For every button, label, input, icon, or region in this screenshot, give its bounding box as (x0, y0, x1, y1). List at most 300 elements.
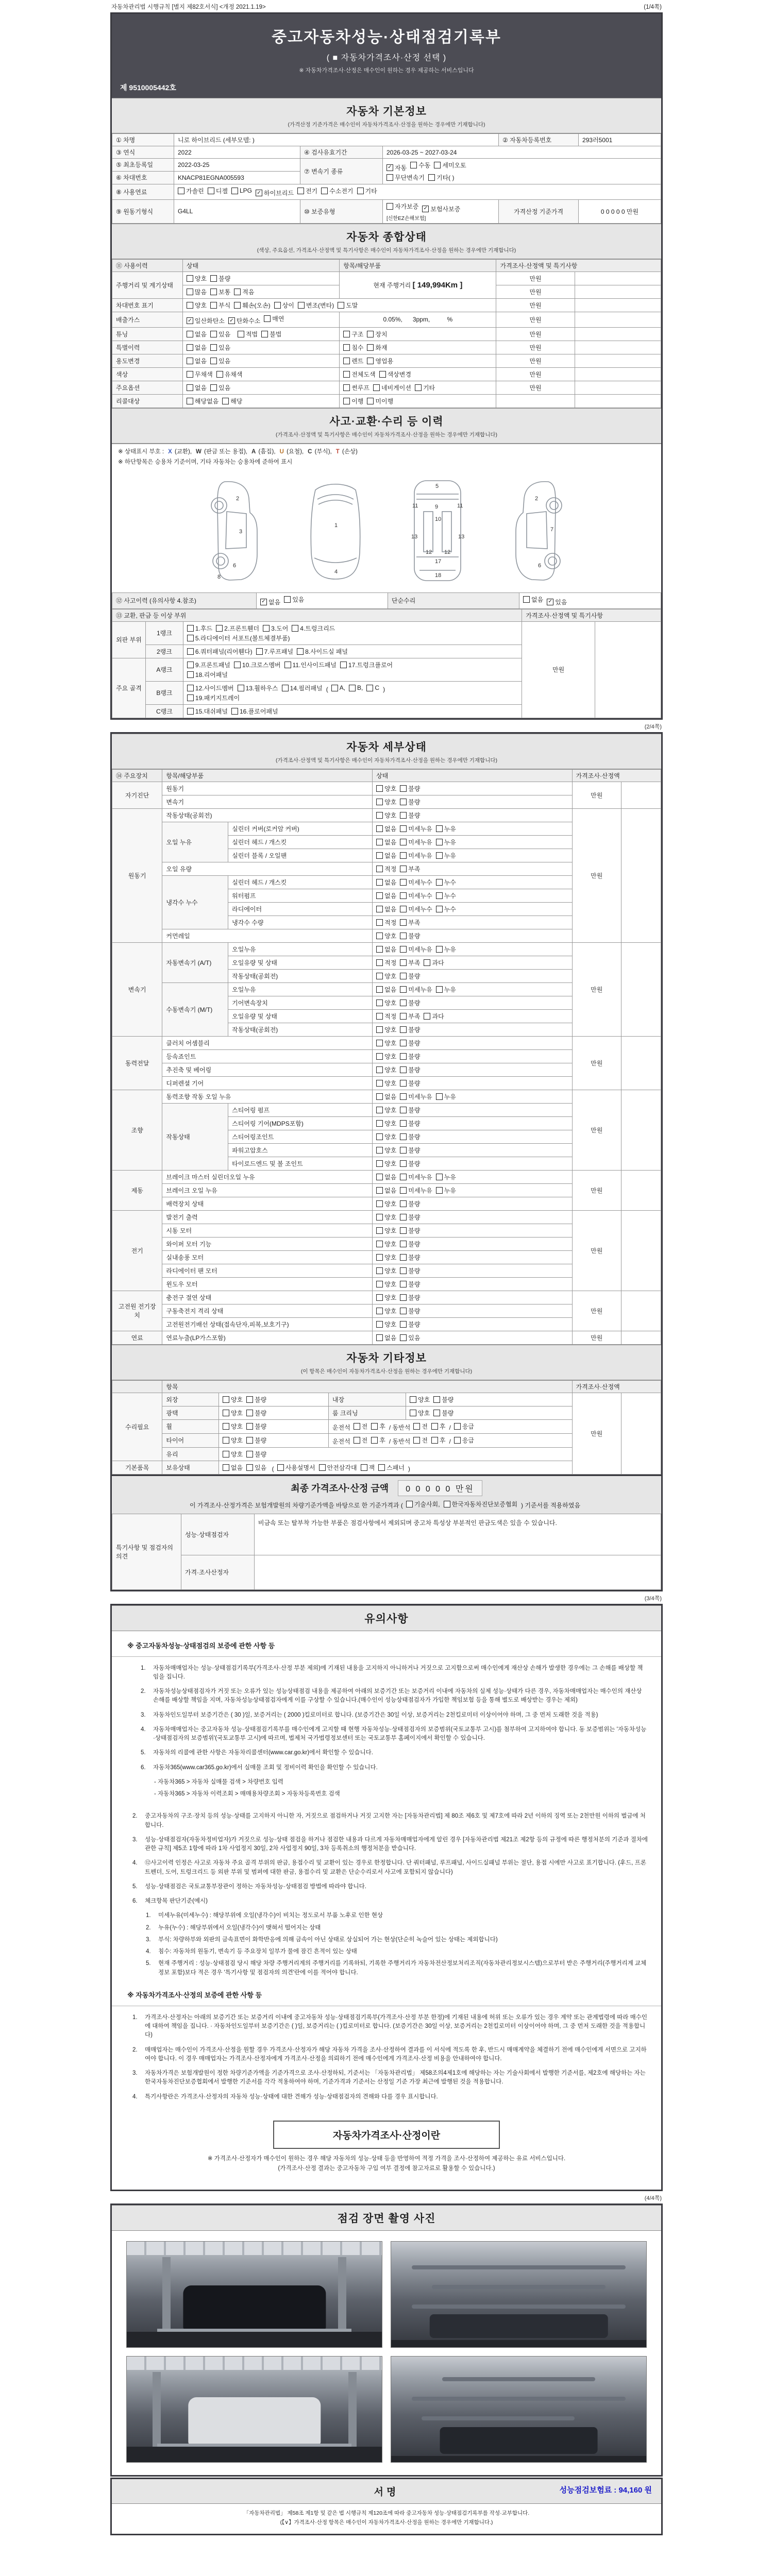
check-box-icon[interactable] (246, 1423, 253, 1430)
check-box-icon[interactable] (277, 1464, 284, 1471)
check-box-icon[interactable] (400, 1066, 407, 1073)
check-box-icon[interactable] (400, 1174, 407, 1180)
check-box-icon[interactable] (338, 302, 344, 309)
checkbox-checked-icon[interactable]: ✓ (547, 599, 553, 605)
checkbox-option[interactable] (400, 1173, 432, 1181)
checkbox-option[interactable] (187, 370, 213, 379)
checkbox-option[interactable] (410, 1395, 430, 1404)
checkbox-option[interactable] (400, 998, 420, 1007)
checkbox-option[interactable] (187, 383, 207, 392)
check-box-icon[interactable] (400, 906, 407, 912)
checkbox-option[interactable] (400, 784, 420, 793)
checkbox-option[interactable] (400, 1213, 420, 1222)
check-box-icon[interactable] (376, 959, 383, 966)
check-box-icon[interactable] (400, 1254, 407, 1261)
check-box-icon[interactable] (246, 1437, 253, 1444)
check-box-icon[interactable] (436, 839, 443, 845)
checkbox-option[interactable] (216, 370, 243, 379)
checkbox-option[interactable] (386, 173, 425, 182)
checkbox-option[interactable] (400, 945, 432, 954)
checkbox-option[interactable] (319, 1463, 357, 1472)
check-box-icon[interactable] (378, 1464, 385, 1471)
check-box-icon[interactable] (400, 1093, 407, 1100)
checkbox-option[interactable] (234, 301, 270, 310)
check-box-icon[interactable] (454, 1437, 461, 1444)
check-box-icon[interactable] (187, 384, 193, 391)
checkbox-option[interactable] (400, 1199, 420, 1208)
checkbox-option[interactable] (410, 161, 430, 170)
check-box-icon[interactable] (187, 289, 193, 295)
checkbox-option[interactable] (210, 274, 230, 283)
checkbox-option[interactable] (187, 330, 207, 338)
checkbox-option[interactable] (400, 1333, 420, 1342)
check-box-icon[interactable] (354, 1437, 360, 1444)
check-box-icon[interactable] (376, 1308, 383, 1314)
checkbox-option[interactable] (436, 891, 456, 900)
check-box-icon[interactable] (400, 799, 407, 805)
checkbox-option[interactable] (400, 1012, 420, 1021)
checkbox-option[interactable] (413, 1422, 428, 1431)
check-box-icon[interactable] (223, 1437, 229, 1444)
check-box-icon[interactable] (376, 1281, 383, 1287)
checkbox-option[interactable] (367, 343, 387, 352)
checkbox-option[interactable] (376, 1025, 396, 1034)
check-box-icon[interactable] (400, 973, 407, 979)
check-box-icon[interactable] (400, 959, 407, 966)
checkbox-option[interactable] (400, 1266, 420, 1275)
checkbox-option[interactable] (349, 684, 363, 691)
checkbox-option[interactable] (400, 1039, 420, 1047)
check-box-icon[interactable] (187, 344, 193, 351)
checkbox-option[interactable] (376, 1132, 396, 1141)
check-box-icon[interactable] (386, 203, 393, 210)
checkbox-option[interactable] (436, 878, 456, 887)
check-box-icon[interactable] (231, 188, 238, 194)
check-box-icon[interactable] (436, 986, 443, 993)
check-box-icon[interactable] (187, 685, 194, 691)
checkbox-option[interactable] (376, 1079, 396, 1088)
checkbox-option[interactable] (400, 1106, 420, 1114)
checkbox-option[interactable] (376, 1226, 396, 1235)
checkbox-option[interactable] (223, 1450, 243, 1459)
checkbox-option[interactable] (376, 1320, 396, 1329)
check-box-icon[interactable] (376, 1107, 383, 1113)
check-box-icon[interactable] (371, 1437, 378, 1444)
checkbox-option[interactable] (298, 301, 334, 310)
checkbox-option[interactable] (400, 1320, 420, 1329)
checkbox-option[interactable] (400, 878, 432, 887)
checkbox-option[interactable] (400, 891, 432, 900)
checkbox-option[interactable] (376, 878, 396, 887)
checkbox-option[interactable] (376, 918, 396, 927)
checkbox-option[interactable] (376, 1307, 396, 1315)
checkbox-option[interactable] (256, 189, 294, 197)
check-box-icon[interactable] (376, 1321, 383, 1328)
checkbox-option[interactable] (187, 357, 207, 365)
check-box-icon[interactable] (376, 906, 383, 912)
checkbox-option[interactable] (357, 187, 377, 195)
check-box-icon[interactable] (434, 162, 441, 168)
checkbox-option[interactable] (187, 693, 240, 702)
check-box-icon[interactable] (366, 685, 373, 691)
check-box-icon[interactable] (431, 1437, 438, 1444)
checkbox-option[interactable] (246, 1436, 266, 1445)
checkbox-option[interactable] (376, 811, 396, 820)
checkbox-option[interactable] (410, 1409, 430, 1417)
checkbox-option[interactable] (400, 1186, 432, 1195)
checkbox-option[interactable] (210, 383, 230, 392)
checkbox-option[interactable] (376, 1159, 396, 1168)
check-box-icon[interactable] (400, 1227, 407, 1234)
checkbox-option[interactable] (400, 931, 420, 940)
check-box-icon[interactable] (436, 946, 443, 953)
checkbox-option[interactable] (222, 397, 242, 405)
check-box-icon[interactable] (400, 1147, 407, 1154)
checkbox-option[interactable] (376, 784, 396, 793)
checkbox-option[interactable] (367, 357, 393, 365)
checkbox-option[interactable] (187, 301, 207, 310)
checkbox-option[interactable] (343, 330, 363, 338)
checkbox-option[interactable] (400, 824, 432, 833)
check-box-icon[interactable] (376, 1080, 383, 1087)
checkbox-option[interactable] (400, 1307, 420, 1315)
check-box-icon[interactable] (238, 685, 244, 691)
checkbox-option[interactable] (376, 1253, 396, 1262)
checkbox-option[interactable] (223, 1409, 243, 1417)
checkbox-option[interactable] (436, 1173, 456, 1181)
check-box-icon[interactable] (376, 879, 383, 886)
checkbox-option[interactable] (223, 1422, 243, 1431)
check-box-icon[interactable] (400, 1267, 407, 1274)
check-box-icon[interactable] (210, 344, 217, 351)
check-box-icon[interactable] (231, 708, 238, 715)
check-box-icon[interactable] (400, 1053, 407, 1060)
check-box-icon[interactable] (400, 1160, 407, 1167)
check-box-icon[interactable] (436, 1093, 443, 1100)
check-box-icon[interactable] (354, 1423, 360, 1430)
check-box-icon[interactable] (246, 1396, 253, 1403)
check-box-icon[interactable] (357, 188, 364, 194)
check-box-icon[interactable] (376, 1241, 383, 1247)
check-box-icon[interactable] (292, 625, 298, 632)
check-box-icon[interactable] (331, 685, 338, 691)
check-box-icon[interactable] (410, 162, 417, 168)
checkbox-option[interactable] (246, 1450, 266, 1459)
check-box-icon[interactable] (361, 1464, 367, 1471)
checkbox-option[interactable] (343, 370, 375, 379)
check-box-icon[interactable] (400, 1080, 407, 1087)
check-box-icon[interactable] (210, 384, 217, 391)
checkbox-option[interactable] (376, 1280, 396, 1289)
check-box-icon[interactable] (349, 685, 356, 691)
checkbox-option[interactable] (343, 357, 363, 365)
checkbox-option[interactable] (400, 1293, 420, 1302)
checkbox-option[interactable] (436, 945, 456, 954)
checkbox-option[interactable] (400, 798, 420, 806)
checkbox-option[interactable] (406, 1500, 440, 1509)
checkbox-option[interactable] (343, 383, 369, 392)
checkbox-option[interactable] (264, 314, 284, 323)
check-box-icon[interactable] (376, 946, 383, 953)
check-box-icon[interactable] (263, 625, 270, 632)
checkbox-option[interactable] (256, 647, 293, 656)
check-box-icon[interactable] (234, 662, 241, 668)
check-box-icon[interactable] (376, 1187, 383, 1194)
checkbox-option[interactable] (376, 1052, 396, 1061)
check-box-icon[interactable] (187, 648, 194, 655)
checkbox-option[interactable] (436, 824, 456, 833)
check-box-icon[interactable] (376, 1267, 383, 1274)
checkbox-option[interactable] (187, 707, 228, 716)
check-box-icon[interactable] (424, 959, 430, 966)
check-box-icon[interactable] (376, 1093, 383, 1100)
checkbox-option[interactable] (376, 1186, 396, 1195)
checkbox-option[interactable] (376, 838, 396, 846)
check-box-icon[interactable] (376, 1214, 383, 1221)
check-box-icon[interactable] (223, 1423, 229, 1430)
checkbox-option[interactable] (400, 1079, 420, 1088)
checkbox-option[interactable] (187, 624, 212, 633)
checkbox-option[interactable] (376, 931, 396, 940)
checkbox-option[interactable] (376, 945, 396, 954)
checkbox-option[interactable] (400, 865, 420, 873)
checkbox-option[interactable] (376, 985, 396, 994)
check-box-icon[interactable] (400, 1013, 407, 1020)
check-box-icon[interactable] (256, 648, 263, 655)
check-box-icon[interactable] (376, 1120, 383, 1127)
check-box-icon[interactable] (371, 1423, 378, 1430)
checkbox-option[interactable] (210, 301, 230, 310)
checkbox-option[interactable] (376, 1119, 396, 1128)
checkbox-option[interactable] (331, 684, 345, 691)
checkbox-option[interactable] (433, 1409, 453, 1417)
check-box-icon[interactable] (376, 799, 383, 805)
check-box-icon[interactable] (343, 398, 350, 404)
checkbox-option[interactable] (400, 1280, 420, 1289)
check-box-icon[interactable] (222, 398, 229, 404)
check-box-icon[interactable] (367, 344, 374, 351)
checkbox-option[interactable] (376, 1106, 396, 1114)
checkbox-checked-icon[interactable]: ✓ (228, 317, 235, 324)
check-box-icon[interactable] (376, 866, 383, 872)
checkbox-option[interactable] (378, 1463, 405, 1472)
check-box-icon[interactable] (400, 1214, 407, 1221)
checkbox-option[interactable] (297, 187, 317, 195)
check-box-icon[interactable] (400, 1308, 407, 1314)
check-box-icon[interactable] (343, 384, 350, 391)
check-box-icon[interactable] (208, 188, 214, 194)
check-box-icon[interactable] (431, 1423, 438, 1430)
checkbox-option[interactable] (400, 1132, 420, 1141)
check-box-icon[interactable] (400, 825, 407, 832)
check-box-icon[interactable] (187, 371, 193, 378)
check-box-icon[interactable] (376, 1160, 383, 1167)
check-box-icon[interactable] (376, 933, 383, 939)
check-box-icon[interactable] (400, 812, 407, 819)
checkbox-option[interactable] (187, 316, 225, 325)
checkbox-option[interactable] (321, 187, 353, 195)
check-box-icon[interactable] (413, 1437, 420, 1444)
checkbox-option[interactable] (282, 684, 323, 692)
check-box-icon[interactable] (444, 1501, 450, 1507)
check-box-icon[interactable] (343, 371, 350, 378)
checkbox-option[interactable] (228, 316, 260, 325)
check-box-icon[interactable] (400, 1187, 407, 1194)
check-box-icon[interactable] (187, 671, 194, 678)
checkbox-option[interactable] (400, 1240, 420, 1248)
checkbox-checked-icon[interactable]: ✓ (187, 317, 193, 324)
checkbox-option[interactable] (223, 1395, 243, 1404)
checkbox-option[interactable] (260, 598, 280, 606)
check-box-icon[interactable] (436, 892, 443, 899)
checkbox-option[interactable] (413, 1436, 428, 1445)
checkbox-option[interactable] (454, 1422, 474, 1431)
check-box-icon[interactable] (187, 331, 193, 337)
checkbox-option[interactable] (223, 1436, 243, 1445)
check-box-icon[interactable] (400, 1133, 407, 1140)
check-box-icon[interactable] (187, 662, 194, 668)
checkbox-option[interactable] (376, 1092, 396, 1101)
checkbox-option[interactable] (376, 891, 396, 900)
check-box-icon[interactable] (436, 879, 443, 886)
checkbox-option[interactable] (376, 1146, 396, 1155)
check-box-icon[interactable] (321, 188, 328, 194)
checkbox-option[interactable] (431, 1436, 446, 1445)
checkbox-option[interactable] (274, 301, 294, 310)
check-box-icon[interactable] (376, 1066, 383, 1073)
check-box-icon[interactable] (187, 302, 193, 309)
checkbox-option[interactable] (210, 330, 230, 338)
check-box-icon[interactable] (376, 1026, 383, 1033)
check-box-icon[interactable] (376, 999, 383, 1006)
check-box-icon[interactable] (436, 852, 443, 859)
checkbox-option[interactable] (284, 660, 337, 669)
check-box-icon[interactable] (246, 1464, 253, 1471)
checkbox-option[interactable] (433, 1395, 453, 1404)
checkbox-option[interactable] (376, 998, 396, 1007)
checkbox-option[interactable] (292, 624, 335, 633)
checkbox-option[interactable] (277, 1463, 315, 1472)
checkbox-option[interactable] (178, 187, 204, 195)
check-box-icon[interactable] (436, 1174, 443, 1180)
check-box-icon[interactable] (187, 275, 193, 282)
checkbox-option[interactable] (238, 684, 278, 692)
check-box-icon[interactable] (406, 1501, 413, 1507)
checkbox-option[interactable] (454, 1436, 474, 1445)
checkbox-option[interactable] (246, 1422, 266, 1431)
checkbox-option[interactable] (436, 985, 456, 994)
check-box-icon[interactable] (216, 625, 223, 632)
checkbox-option[interactable] (238, 330, 258, 338)
check-box-icon[interactable] (400, 1321, 407, 1328)
checkbox-option[interactable] (400, 1052, 420, 1061)
checkbox-option[interactable] (436, 838, 456, 846)
check-box-icon[interactable] (428, 174, 435, 181)
check-box-icon[interactable] (376, 1294, 383, 1301)
checkbox-option[interactable] (386, 202, 418, 211)
check-box-icon[interactable] (187, 625, 194, 632)
checkbox-option[interactable] (376, 905, 396, 913)
check-box-icon[interactable] (400, 986, 407, 993)
check-box-icon[interactable] (400, 879, 407, 886)
check-box-icon[interactable] (187, 694, 194, 701)
checkbox-option[interactable] (376, 1065, 396, 1074)
check-box-icon[interactable] (415, 384, 422, 391)
check-box-icon[interactable] (187, 708, 194, 715)
checkbox-option[interactable] (400, 918, 420, 927)
check-box-icon[interactable] (376, 852, 383, 859)
checkbox-option[interactable] (208, 187, 228, 195)
checkbox-option[interactable] (376, 1012, 396, 1021)
check-box-icon[interactable] (376, 1133, 383, 1140)
checkbox-option[interactable] (366, 684, 379, 691)
check-box-icon[interactable] (297, 648, 304, 655)
checkbox-option[interactable] (400, 972, 420, 980)
checkbox-option[interactable] (231, 187, 252, 194)
check-box-icon[interactable] (367, 358, 374, 364)
checkbox-option[interactable] (376, 1333, 396, 1342)
check-box-icon[interactable] (400, 892, 407, 899)
checkbox-option[interactable] (343, 397, 363, 405)
checkbox-option[interactable] (187, 634, 290, 642)
checkbox-option[interactable] (424, 958, 444, 967)
checkbox-option[interactable] (371, 1436, 385, 1445)
checkbox-option[interactable] (246, 1409, 266, 1417)
check-box-icon[interactable] (343, 358, 350, 364)
check-box-icon[interactable] (246, 1451, 253, 1458)
checkbox-option[interactable] (376, 1266, 396, 1275)
check-box-icon[interactable] (400, 1294, 407, 1301)
check-box-icon[interactable] (376, 812, 383, 819)
checkbox-option[interactable] (376, 851, 396, 860)
check-box-icon[interactable] (178, 188, 184, 194)
check-box-icon[interactable] (400, 1200, 407, 1207)
check-box-icon[interactable] (400, 1120, 407, 1127)
check-box-icon[interactable] (340, 662, 347, 668)
checkbox-option[interactable] (187, 343, 207, 352)
check-box-icon[interactable] (223, 1410, 229, 1416)
check-box-icon[interactable] (284, 596, 291, 603)
check-box-icon[interactable] (223, 1451, 229, 1458)
check-box-icon[interactable] (400, 933, 407, 939)
check-box-icon[interactable] (454, 1423, 461, 1430)
checkbox-option[interactable] (246, 1395, 266, 1404)
check-box-icon[interactable] (274, 302, 281, 309)
checkbox-option[interactable] (284, 595, 304, 604)
checkbox-option[interactable] (400, 1226, 420, 1235)
checkbox-option[interactable] (234, 660, 281, 669)
check-box-icon[interactable] (376, 1147, 383, 1154)
checkbox-option[interactable] (376, 1240, 396, 1248)
checkbox-option[interactable] (297, 647, 348, 656)
checkbox-option[interactable] (354, 1422, 368, 1431)
check-box-icon[interactable] (319, 1464, 326, 1471)
checkbox-option[interactable] (373, 383, 411, 392)
check-box-icon[interactable] (367, 331, 374, 337)
check-box-icon[interactable] (386, 174, 393, 181)
checkbox-option[interactable] (424, 1012, 444, 1021)
check-box-icon[interactable] (376, 1334, 383, 1341)
check-box-icon[interactable] (436, 1187, 443, 1194)
check-box-icon[interactable] (367, 398, 374, 404)
check-box-icon[interactable] (523, 596, 530, 603)
checkbox-option[interactable] (187, 660, 230, 669)
check-box-icon[interactable] (261, 331, 268, 337)
checkbox-option[interactable] (376, 798, 396, 806)
check-box-icon[interactable] (376, 1174, 383, 1180)
check-box-icon[interactable] (410, 1396, 416, 1403)
checkbox-option[interactable] (444, 1500, 518, 1509)
